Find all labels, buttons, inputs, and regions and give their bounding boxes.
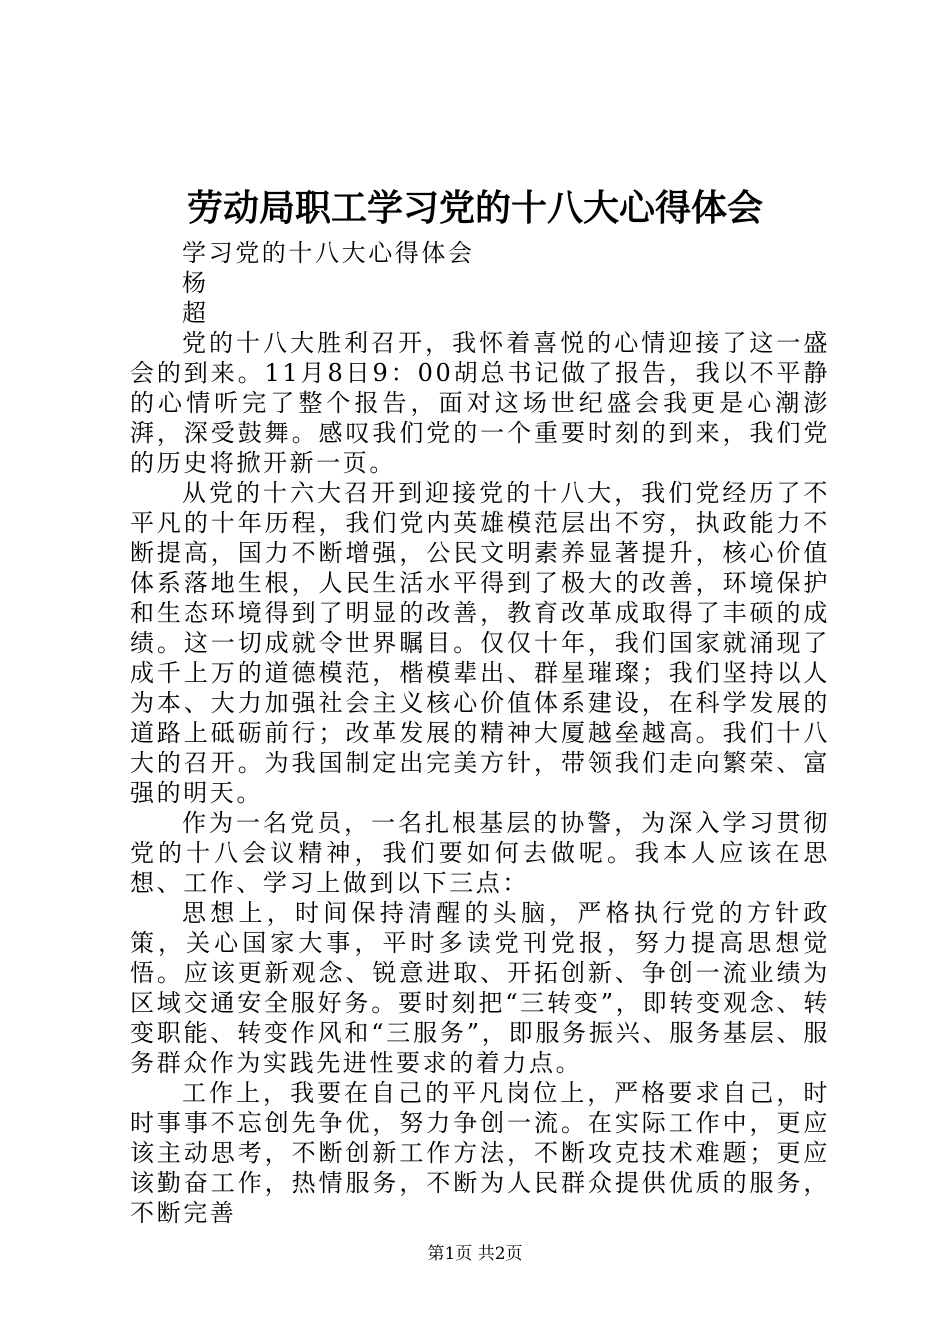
document-body <box>130 238 830 1228</box>
author-line-1: 杨 <box>182 269 209 297</box>
paragraph-2: 从党的十六大召开到迎接党的十八大，我们党经历了不平凡的十年历程，我们党内英雄模范层出不穷，执政能力不断提高，国力不断增强，公民文明素养显著提升，核心价值体系落地生根，人民生活水平得到了极大的改善，环境保护和生态环境得到了明显的改善，教育改革成取得了丰硕的成绩。这一切成就令世界瞩目。仅仅十年，我们国家就涌现了成千上万的道德模范，楷模辈出、群星璀璨；我们坚持以人为本、大力加强社会主义核心价值体系建设，在科学发展的道路上砥砺前行；改革发展的精神大厦越垒越高。我们十八大的召开。为我国制定出完美方针，带领我们走向繁荣、富强的明天。 <box>130 479 830 807</box>
paragraph-5: 工作上，我要在自己的平凡岗位上，严格要求自己，时时事事不忘创先争优，努力争创一流。在实际工作中，更应该主动思考，不断创新工作方法，不断攻克技术难题；更应该勤奋工作，热情服务，不断为人民群众提供优质的服务，不断完善 <box>130 1079 830 1227</box>
paragraph-3: 作为一名党员，一名扎根基层的协警，为深入学习贯彻党的十八会议精神，我们要如何去做呢。我本人应该在思想、工作、学习上做到以下三点： <box>130 809 830 897</box>
paragraph-1: 党的十八大胜利召开，我怀着喜悦的心情迎接了这一盛会的到来。11月8日9：00胡总书记做了报告，我以不平静的心情听完了整个报告，面对这场世纪盛会我更是心潮澎湃，深受鼓舞。感叹我们党的一个重要时刻的到来，我们党的历史将掀开新一页。 <box>130 329 830 477</box>
document-title: 劳动局职工学习党的十八大心得体会 <box>186 187 763 229</box>
page-footer: 第1页 共2页 <box>427 1244 523 1264</box>
author-line-2: 超 <box>182 299 209 327</box>
document-subtitle: 学习党的十八大心得体会 <box>182 239 475 267</box>
paragraph-4: 思想上，时间保持清醒的头脑，严格执行党的方针政策，关心国家大事，平时多读党刊党报，努力提高思想觉悟。应该更新观念、锐意进取、开拓创新、争创一流业绩为区域交通安全服好务。要时刻把“三转变”，即转变观念、转变职能、转变作风和“三服务”，即服务振兴、服务基层、服务群众作为实践先进性要求的着力点。 <box>130 899 830 1077</box>
